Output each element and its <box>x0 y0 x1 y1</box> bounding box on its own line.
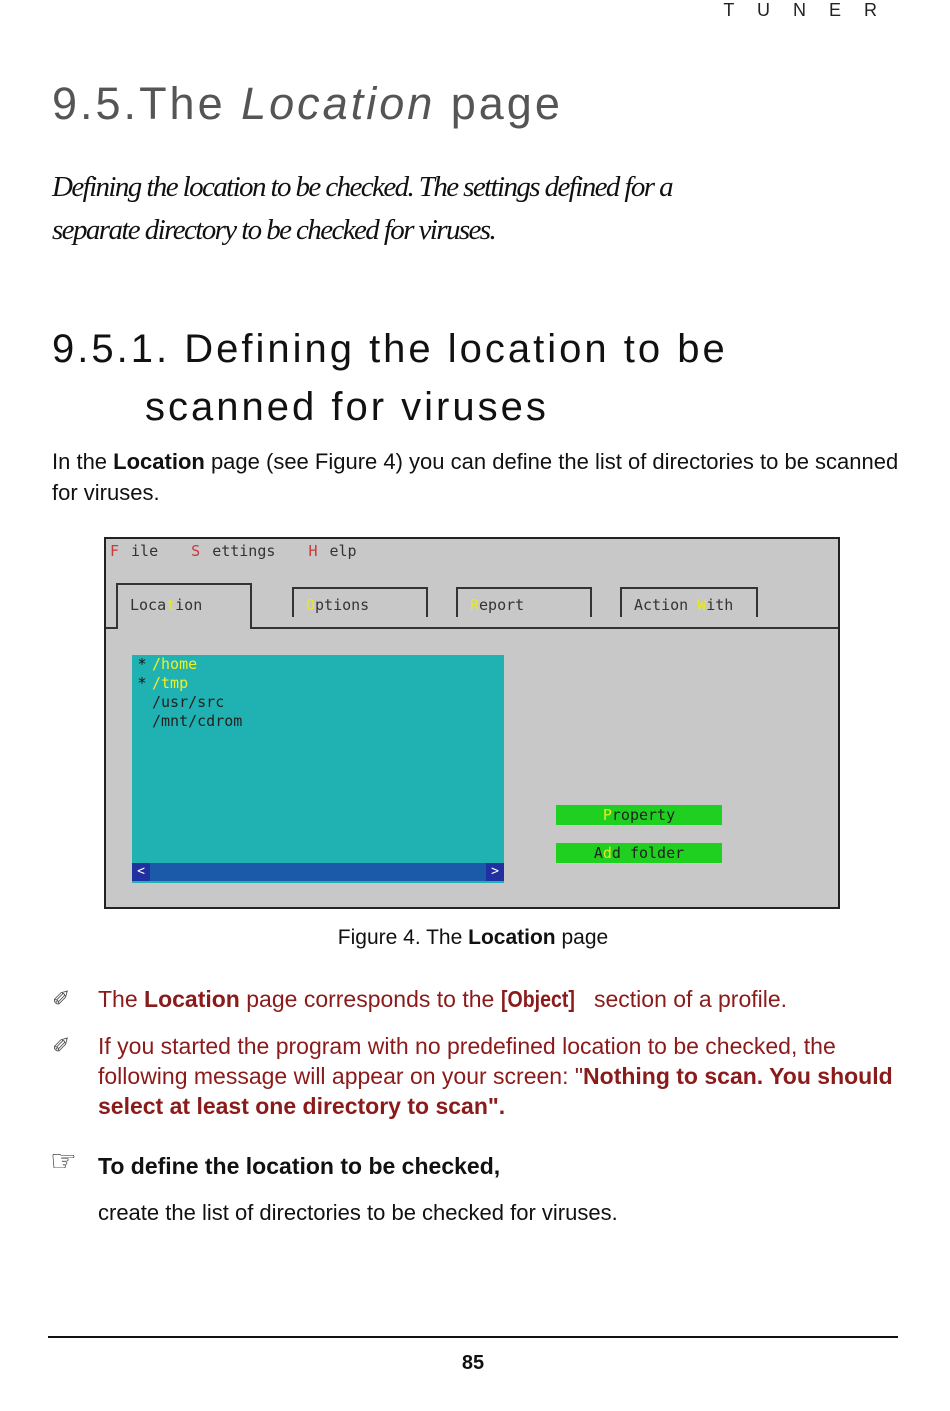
tab-options[interactable] <box>292 587 428 617</box>
pointing-hand-icon: ☞ <box>50 1145 77 1178</box>
note2-text: If you started the program with no predefined location to be checked, the following message will appear on your screen: " <box>98 1033 836 1089</box>
note1-text: The <box>98 986 145 1012</box>
caption-text: Figure 4. The <box>337 926 469 949</box>
paragraph-text-end: page (see Figure 4) you can define the list of directories to be scanned for viruses. <box>52 449 899 505</box>
menu-settings[interactable] <box>191 542 287 560</box>
tab-action-label-b: ith <box>706 596 734 614</box>
menu-file-label: ile <box>131 542 159 560</box>
list-item-mark: * <box>137 674 147 692</box>
list-item[interactable] <box>132 655 197 674</box>
heading-suffix: page <box>435 78 563 129</box>
tab-location-label-b: ion <box>175 596 203 614</box>
tab-strip <box>106 583 838 629</box>
pencil-icon: ✐ <box>52 986 71 1011</box>
add-folder-button[interactable] <box>556 843 722 863</box>
procedure-title: To define the location to be checked, <box>98 1153 501 1179</box>
menu-settings-label: ettings <box>212 542 276 560</box>
tab-report[interactable] <box>456 587 592 617</box>
subheading-line2: scanned for viruses <box>145 385 549 429</box>
directory-list[interactable] <box>132 655 504 883</box>
tab-options-hotkey: O <box>306 596 316 614</box>
scroll-right-button[interactable]: > <box>486 863 504 881</box>
heading-prefix: The <box>139 78 242 129</box>
procedure-text: create the list of directories to be checked for viruses. <box>98 1200 618 1225</box>
paragraph-bold: Location <box>113 449 205 474</box>
note1-bold: Location <box>144 986 240 1012</box>
horizontal-scrollbar[interactable] <box>132 863 504 881</box>
tab-location-hotkey: t <box>166 596 176 614</box>
menu-bar <box>110 539 381 563</box>
tab-action-hotkey: W <box>697 596 707 614</box>
note1-text-mid: page corresponds to the <box>239 986 501 1012</box>
list-item-path: /mnt/cdrom <box>152 712 243 730</box>
tab-location[interactable] <box>116 583 252 629</box>
paragraph-text: In the <box>52 449 114 474</box>
list-item-path: /home <box>152 655 198 673</box>
pencil-icon: ✐ <box>52 1033 71 1058</box>
list-item-path: /usr/src <box>152 693 225 711</box>
menu-file-hotkey: F <box>110 542 120 560</box>
subsection-heading <box>52 320 728 436</box>
list-item[interactable] <box>132 712 242 731</box>
scroll-left-button[interactable]: < <box>132 863 150 881</box>
tab-action-with[interactable] <box>620 587 758 617</box>
menu-file[interactable] <box>110 542 170 560</box>
footer-rule <box>48 1336 898 1338</box>
property-button[interactable] <box>556 805 722 825</box>
list-item-path: /tmp <box>152 674 189 692</box>
figure-screenshot <box>104 537 840 909</box>
page-number: 85 <box>461 1352 485 1374</box>
caption-bold: Location <box>468 926 556 949</box>
figure-caption <box>0 926 946 950</box>
tab-location-label-a: Loca <box>130 596 167 614</box>
body-paragraph <box>52 446 902 508</box>
tab-options-label-b: ptions <box>315 596 370 614</box>
running-head: T U N E R <box>723 0 886 20</box>
subheading-line1: 9.5.1. Defining the location to be <box>52 327 728 371</box>
tab-report-label-b: eport <box>479 596 525 614</box>
menu-settings-hotkey: S <box>191 542 201 560</box>
note-no-location <box>98 1031 908 1121</box>
list-item[interactable] <box>132 674 188 693</box>
list-item-mark: * <box>137 655 147 673</box>
menu-help-label: elp <box>329 542 357 560</box>
caption-text-end: page <box>555 926 609 949</box>
menu-help-hotkey: H <box>308 542 318 560</box>
heading-italic: Location <box>241 78 436 129</box>
add-folder-label-b: d folder <box>611 844 685 862</box>
heading-number: 9.5. <box>52 78 140 129</box>
tab-report-hotkey: R <box>470 596 480 614</box>
intro-text: Defining the location to be checked. The settings defined for a separate directory to be checked for viruses. <box>52 171 673 246</box>
property-hotkey: P <box>602 806 612 824</box>
section-heading <box>52 78 563 130</box>
menu-help[interactable] <box>308 542 368 560</box>
tab-action-label-a: Action <box>634 596 698 614</box>
add-folder-label-a: A <box>593 844 603 862</box>
note1-object: [Object] <box>500 986 575 1012</box>
note2-message: Nothing to scan. You should select at least one directory to scan". <box>98 1063 893 1119</box>
add-folder-hotkey: d <box>602 844 612 862</box>
property-label: roperty <box>611 806 676 824</box>
note1-text-end: section of a profile. <box>587 986 788 1012</box>
note-object-section <box>98 984 908 1014</box>
list-item[interactable] <box>132 693 224 712</box>
